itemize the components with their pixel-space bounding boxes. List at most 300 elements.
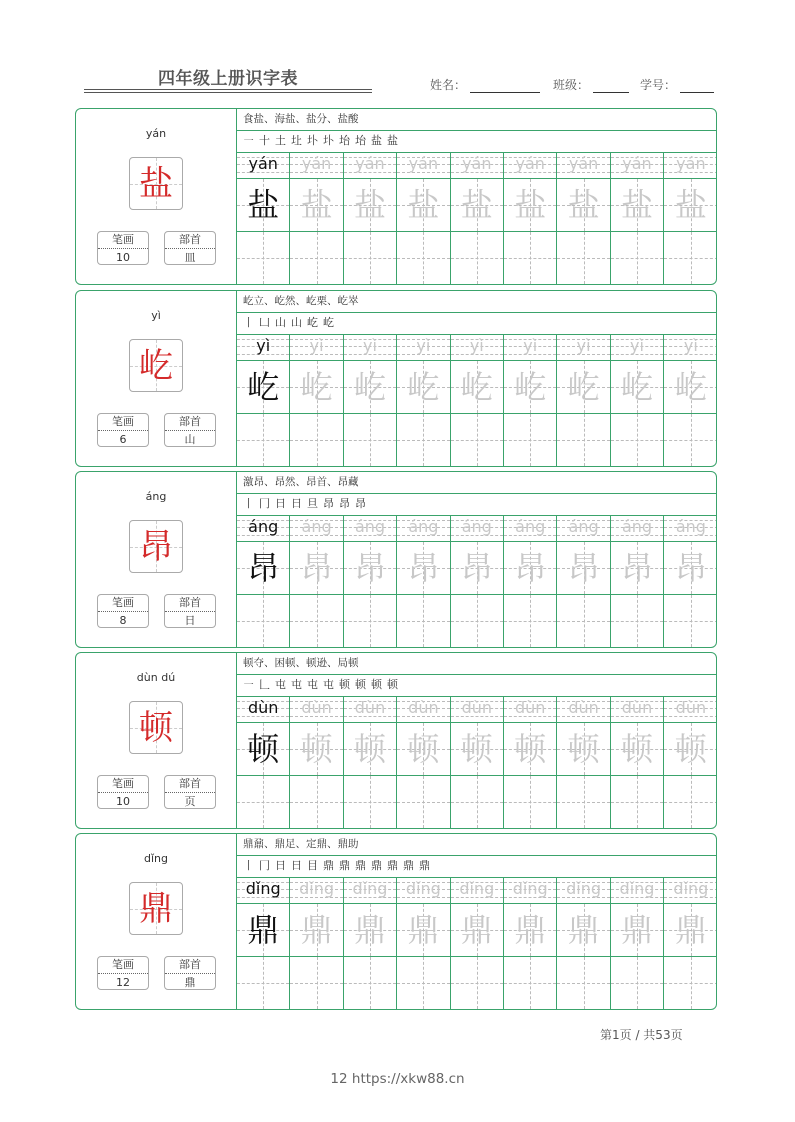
character-cell[interactable]: [664, 723, 717, 776]
pinyin-trace: dùn: [621, 698, 653, 717]
pinyin-model: yì: [256, 336, 271, 355]
character-cell[interactable]: [344, 723, 396, 776]
character-model: 顿: [247, 730, 280, 768]
page-indicator: 第1页 / 共53页: [600, 1028, 683, 1042]
pinyin-cell[interactable]: [451, 515, 503, 542]
practice-column: [237, 877, 290, 1009]
character-cell[interactable]: [290, 361, 342, 414]
character-card: [75, 471, 717, 648]
pinyin-cell[interactable]: [557, 152, 609, 179]
character-trace: 鼎: [460, 911, 493, 949]
practice-column: [344, 334, 397, 466]
pinyin-cell[interactable]: [557, 515, 609, 542]
pinyin-cell[interactable]: [504, 696, 556, 723]
character-cell[interactable]: [451, 904, 503, 957]
pinyin-cell[interactable]: [397, 696, 449, 723]
radical-label: 部首: [165, 776, 215, 793]
blank-writing-cell[interactable]: [557, 414, 609, 466]
character-cell[interactable]: [557, 542, 609, 595]
pinyin-trace: dǐng: [566, 879, 602, 898]
character-cell: [237, 542, 289, 595]
character-trace: 屹: [353, 368, 386, 406]
character-cell[interactable]: [557, 361, 609, 414]
stroke-step: 𠃊: [259, 678, 270, 691]
stroke-step: 坮: [339, 134, 350, 147]
class-field[interactable]: [553, 76, 629, 93]
character-trace: 盐: [514, 186, 547, 224]
pinyin-label: yì: [151, 309, 161, 322]
practice-column: [397, 515, 450, 647]
practice-column: [664, 515, 717, 647]
character-cell[interactable]: [504, 723, 556, 776]
character-info-panel: [76, 291, 237, 466]
character-cell[interactable]: [451, 179, 503, 232]
stroke-step: 十: [259, 134, 270, 147]
blank-writing-cell[interactable]: [451, 232, 503, 284]
number-field[interactable]: [640, 76, 714, 93]
pinyin-cell[interactable]: [397, 515, 449, 542]
pinyin-cell: [237, 515, 289, 542]
practice-panel: [237, 472, 716, 647]
blank-writing-cell[interactable]: [664, 595, 717, 647]
blank-writing-cell[interactable]: [290, 776, 342, 828]
pinyin-cell: [237, 877, 289, 904]
blank-writing-cell[interactable]: [290, 232, 342, 284]
blank-writing-cell[interactable]: [397, 232, 449, 284]
pinyin-cell: [237, 696, 289, 723]
example-words: 鼎鼐、鼎足、定鼎、鼎助: [237, 834, 716, 856]
character-trace: 鼎: [353, 911, 386, 949]
pinyin-cell[interactable]: [611, 515, 663, 542]
character-trace: 顿: [300, 730, 333, 768]
practice-column: [290, 877, 343, 1009]
character-info-panel: [76, 834, 237, 1009]
name-label: 姓名：: [430, 78, 467, 92]
character-cell[interactable]: [397, 179, 449, 232]
pinyin-cell[interactable]: [451, 152, 503, 179]
character-trace: 昂: [620, 549, 653, 587]
character-trace: 盐: [674, 186, 707, 224]
pinyin-trace: dùn: [675, 698, 707, 717]
practice-column: [611, 515, 664, 647]
pinyin-cell[interactable]: [344, 334, 396, 361]
character-cell: [237, 723, 289, 776]
model-character: 盐: [139, 164, 173, 204]
character-trace: 昂: [567, 549, 600, 587]
stroke-step: 土: [275, 134, 286, 147]
pinyin-cell[interactable]: [290, 515, 342, 542]
practice-column: [504, 152, 557, 284]
character-trace: 屹: [620, 368, 653, 406]
radical-box: [164, 956, 216, 990]
stroke-step: 顿: [387, 678, 398, 691]
blank-writing-cell[interactable]: [397, 414, 449, 466]
stroke-step: 圤: [307, 134, 318, 147]
character-cell[interactable]: [504, 361, 556, 414]
pinyin-trace: dǐng: [405, 879, 441, 898]
character-trace: 屹: [674, 368, 707, 406]
practice-column: [344, 152, 397, 284]
stroke-count-value: 8: [119, 614, 127, 627]
character-cell[interactable]: [290, 723, 342, 776]
character-trace: 盐: [407, 186, 440, 224]
pinyin-cell[interactable]: [504, 334, 556, 361]
practice-column: [344, 515, 397, 647]
pinyin-cell[interactable]: [451, 696, 503, 723]
practice-column: [290, 515, 343, 647]
character-model: 鼎: [247, 911, 280, 949]
radical-box: [164, 413, 216, 447]
stroke-step: 鼎: [387, 859, 398, 872]
pinyin-cell[interactable]: [397, 152, 449, 179]
stroke-count-box: [97, 413, 149, 447]
character-trace: 盐: [460, 186, 493, 224]
character-cell[interactable]: [397, 542, 449, 595]
stroke-step: 鼎: [355, 859, 366, 872]
pinyin-cell[interactable]: [664, 152, 717, 179]
pinyin-label: dùn dú: [136, 671, 176, 684]
character-cell[interactable]: [504, 542, 556, 595]
pinyin-trace: yán: [462, 154, 492, 173]
blank-writing-cell[interactable]: [290, 957, 342, 1009]
number-label: 学号：: [640, 78, 677, 92]
pinyin-cell[interactable]: [504, 877, 556, 904]
name-blank[interactable]: [470, 80, 540, 93]
character-cell[interactable]: [504, 904, 556, 957]
model-character: 鼎: [139, 889, 173, 929]
radical-value: 日: [184, 614, 196, 627]
radical-value: 页: [184, 795, 196, 808]
character-card: [75, 108, 717, 285]
character-info-panel: [76, 109, 237, 284]
pinyin-cell[interactable]: [290, 152, 342, 179]
practice-column: [397, 696, 450, 828]
practice-column: [504, 696, 557, 828]
practice-column: [237, 515, 290, 647]
character-cell[interactable]: [611, 542, 663, 595]
character-cell[interactable]: [664, 542, 717, 595]
blank-writing-cell[interactable]: [237, 957, 289, 1009]
stroke-step: 昂: [323, 497, 334, 510]
stroke-count-label: 笔画: [98, 957, 148, 974]
blank-writing-cell[interactable]: [344, 595, 396, 647]
practice-column: [664, 696, 717, 828]
practice-panel: [237, 653, 716, 828]
stroke-count-box: [97, 231, 149, 265]
pinyin-cell[interactable]: [451, 877, 503, 904]
blank-writing-cell[interactable]: [237, 595, 289, 647]
example-words: 食盐、海盐、盐分、盐酸: [237, 109, 716, 131]
pinyin-trace: yán: [622, 154, 652, 173]
character-trace: 鼎: [300, 911, 333, 949]
pinyin-cell[interactable]: [397, 334, 449, 361]
practice-column: [397, 877, 450, 1009]
pinyin-cell[interactable]: [611, 334, 663, 361]
stroke-step: 顿: [355, 678, 366, 691]
character-cell[interactable]: [397, 904, 449, 957]
character-cell[interactable]: [290, 542, 342, 595]
character-cell[interactable]: [611, 179, 663, 232]
pinyin-trace: dùn: [461, 698, 492, 717]
character-model: 昂: [247, 549, 280, 587]
pinyin-cell[interactable]: [664, 515, 717, 542]
pinyin-cell[interactable]: [611, 877, 663, 904]
blank-writing-cell[interactable]: [397, 957, 449, 1009]
blank-writing-cell[interactable]: [237, 414, 289, 466]
name-field[interactable]: [430, 76, 540, 93]
character-cell[interactable]: [557, 179, 609, 232]
character-cell[interactable]: [397, 723, 449, 776]
radical-label: 部首: [165, 595, 215, 612]
stroke-step: 鼎: [403, 859, 414, 872]
practice-column: [451, 152, 504, 284]
pinyin-cell[interactable]: [290, 877, 342, 904]
stroke-step: 盐: [387, 134, 398, 147]
character-cell[interactable]: [344, 361, 396, 414]
character-cell[interactable]: [451, 361, 503, 414]
pinyin-trace: dùn: [514, 698, 546, 717]
pinyin-trace: yì: [416, 336, 431, 355]
character-trace: 顿: [514, 730, 547, 768]
practice-column: [451, 334, 504, 466]
blank-writing-cell[interactable]: [397, 595, 449, 647]
pinyin-cell[interactable]: [344, 696, 396, 723]
practice-grid: [237, 515, 716, 647]
stroke-step: 丨: [243, 316, 254, 329]
character-cell[interactable]: [664, 361, 717, 414]
character-cell[interactable]: [344, 904, 396, 957]
stroke-count-value: 10: [116, 795, 130, 808]
character-trace: 顿: [460, 730, 493, 768]
character-card: [75, 833, 717, 1010]
character-cell[interactable]: [611, 361, 663, 414]
pinyin-trace: dǐng: [619, 879, 655, 898]
pinyin-trace: yì: [363, 336, 377, 355]
stroke-step: 日: [275, 859, 286, 872]
character-trace: 盐: [620, 186, 653, 224]
practice-column: [611, 152, 664, 284]
stroke-count-box: [97, 775, 149, 809]
blank-writing-cell[interactable]: [664, 776, 717, 828]
blank-writing-cell[interactable]: [557, 232, 609, 284]
stroke-step: 屯: [275, 678, 286, 691]
blank-writing-cell[interactable]: [344, 957, 396, 1009]
radical-value: 鼎: [184, 976, 196, 989]
stroke-step: 鼎: [371, 859, 382, 872]
pinyin-cell[interactable]: [290, 334, 342, 361]
stroke-order: [237, 674, 716, 697]
blank-writing-cell[interactable]: [664, 957, 717, 1009]
practice-column: [451, 877, 504, 1009]
stroke-step: 冂: [259, 497, 270, 510]
pinyin-trace: yì: [683, 336, 698, 355]
blank-writing-cell[interactable]: [397, 776, 449, 828]
stroke-step: 日: [291, 859, 302, 872]
pinyin-cell[interactable]: [557, 334, 609, 361]
blank-writing-cell[interactable]: [290, 414, 342, 466]
character-trace: 屹: [460, 368, 493, 406]
pinyin-cell[interactable]: [397, 877, 449, 904]
pinyin-cell[interactable]: [611, 696, 663, 723]
stroke-step: 旦: [307, 497, 318, 510]
practice-panel: [237, 291, 716, 466]
pinyin-cell: [237, 334, 289, 361]
character-cell[interactable]: [664, 904, 717, 957]
character-cell[interactable]: [611, 723, 663, 776]
blank-writing-cell[interactable]: [611, 595, 663, 647]
stroke-step: 屹: [323, 316, 334, 329]
character-trace: 屹: [407, 368, 440, 406]
blank-writing-cell[interactable]: [557, 595, 609, 647]
blank-writing-cell[interactable]: [504, 232, 556, 284]
pinyin-trace: yán: [676, 154, 706, 173]
stroke-step: ㇐: [243, 134, 254, 147]
stroke-count-value: 12: [116, 976, 130, 989]
blank-writing-cell[interactable]: [344, 232, 396, 284]
stroke-step: 鼎: [419, 859, 430, 872]
radical-box: [164, 775, 216, 809]
blank-writing-cell[interactable]: [557, 957, 609, 1009]
practice-column: [290, 334, 343, 466]
blank-writing-cell[interactable]: [504, 957, 556, 1009]
character-trace: 屹: [567, 368, 600, 406]
character-cell[interactable]: [611, 904, 663, 957]
stroke-step: 山: [275, 316, 286, 329]
stroke-order: [237, 130, 716, 153]
practice-panel: [237, 109, 716, 284]
pinyin-cell[interactable]: [611, 152, 663, 179]
stroke-step: 鼎: [323, 859, 334, 872]
stroke-order: [237, 312, 716, 335]
blank-writing-cell[interactable]: [290, 595, 342, 647]
pinyin-trace: dùn: [408, 698, 439, 717]
blank-writing-cell[interactable]: [451, 776, 503, 828]
character-cell: [237, 179, 289, 232]
character-trace: 顿: [620, 730, 653, 768]
blank-writing-cell[interactable]: [664, 232, 717, 284]
stroke-count-label: 笔画: [98, 776, 148, 793]
character-cell[interactable]: [451, 723, 503, 776]
pinyin-trace: áng: [354, 517, 386, 536]
stroke-step: 盐: [371, 134, 382, 147]
character-cell[interactable]: [451, 542, 503, 595]
stroke-step: 日: [275, 497, 286, 510]
number-blank[interactable]: [680, 80, 714, 93]
practice-column: [397, 334, 450, 466]
practice-column: [504, 334, 557, 466]
character-trace: 鼎: [514, 911, 547, 949]
blank-writing-cell[interactable]: [611, 776, 663, 828]
stroke-order: [237, 855, 716, 878]
pinyin-trace: áng: [301, 517, 332, 536]
pinyin-cell[interactable]: [451, 334, 503, 361]
blank-writing-cell[interactable]: [504, 776, 556, 828]
pinyin-cell[interactable]: [504, 152, 556, 179]
pinyin-cell[interactable]: [664, 696, 717, 723]
character-trace: 昂: [353, 549, 386, 587]
character-cell[interactable]: [344, 179, 396, 232]
pinyin-cell[interactable]: [664, 334, 717, 361]
character-trace: 顿: [353, 730, 386, 768]
class-blank[interactable]: [593, 80, 629, 93]
character-trace: 鼎: [674, 911, 707, 949]
pinyin-cell[interactable]: [557, 877, 609, 904]
blank-writing-cell[interactable]: [344, 414, 396, 466]
character-cell[interactable]: [557, 723, 609, 776]
pinyin-cell[interactable]: [344, 152, 396, 179]
practice-column: [290, 152, 343, 284]
radical-label: 部首: [165, 414, 215, 431]
radical-label: 部首: [165, 957, 215, 974]
pinyin-cell[interactable]: [344, 515, 396, 542]
character-cell[interactable]: [664, 179, 717, 232]
pinyin-trace: áng: [461, 517, 492, 536]
character-trace: 顿: [567, 730, 600, 768]
character-trace: 顿: [674, 730, 707, 768]
character-cell[interactable]: [290, 179, 342, 232]
blank-writing-cell[interactable]: [611, 414, 663, 466]
stroke-count-value: 6: [119, 433, 127, 446]
pinyin-trace: yì: [523, 336, 538, 355]
practice-column: [557, 334, 610, 466]
pinyin-trace: yán: [568, 154, 599, 173]
practice-column: [611, 334, 664, 466]
model-character: 屹: [139, 346, 173, 386]
radical-box: [164, 231, 216, 265]
character-cell[interactable]: [344, 542, 396, 595]
character-trace: 昂: [460, 549, 493, 587]
blank-writing-cell[interactable]: [344, 776, 396, 828]
blank-writing-cell[interactable]: [611, 232, 663, 284]
character-card: [75, 290, 717, 467]
character-cell[interactable]: [504, 179, 556, 232]
pinyin-cell[interactable]: [290, 696, 342, 723]
blank-writing-cell[interactable]: [451, 595, 503, 647]
pinyin-label: yán: [145, 127, 167, 140]
blank-writing-cell[interactable]: [557, 776, 609, 828]
stroke-step: 昂: [355, 497, 366, 510]
blank-writing-cell[interactable]: [237, 232, 289, 284]
blank-writing-cell[interactable]: [504, 595, 556, 647]
model-character-box: [129, 882, 183, 935]
stroke-count-label: 笔画: [98, 414, 148, 431]
stroke-step: 屯: [323, 678, 334, 691]
practice-column: [344, 877, 397, 1009]
model-character-box: [129, 339, 183, 392]
model-character-box: [129, 157, 183, 210]
pinyin-trace: yán: [408, 154, 439, 173]
pinyin-cell[interactable]: [557, 696, 609, 723]
blank-writing-cell[interactable]: [451, 957, 503, 1009]
radical-box: [164, 594, 216, 628]
character-trace: 盐: [353, 186, 386, 224]
practice-grid: [237, 334, 716, 466]
pinyin-trace: dùn: [354, 698, 386, 717]
blank-writing-cell[interactable]: [451, 414, 503, 466]
character-cell[interactable]: [397, 361, 449, 414]
blank-writing-cell[interactable]: [611, 957, 663, 1009]
blank-writing-cell[interactable]: [504, 414, 556, 466]
character-cell[interactable]: [557, 904, 609, 957]
pinyin-cell[interactable]: [664, 877, 717, 904]
pinyin-cell[interactable]: [344, 877, 396, 904]
pinyin-trace: áng: [568, 517, 599, 536]
character-cell[interactable]: [290, 904, 342, 957]
blank-writing-cell[interactable]: [237, 776, 289, 828]
pinyin-cell[interactable]: [504, 515, 556, 542]
practice-column: [557, 515, 610, 647]
blank-writing-cell[interactable]: [664, 414, 717, 466]
